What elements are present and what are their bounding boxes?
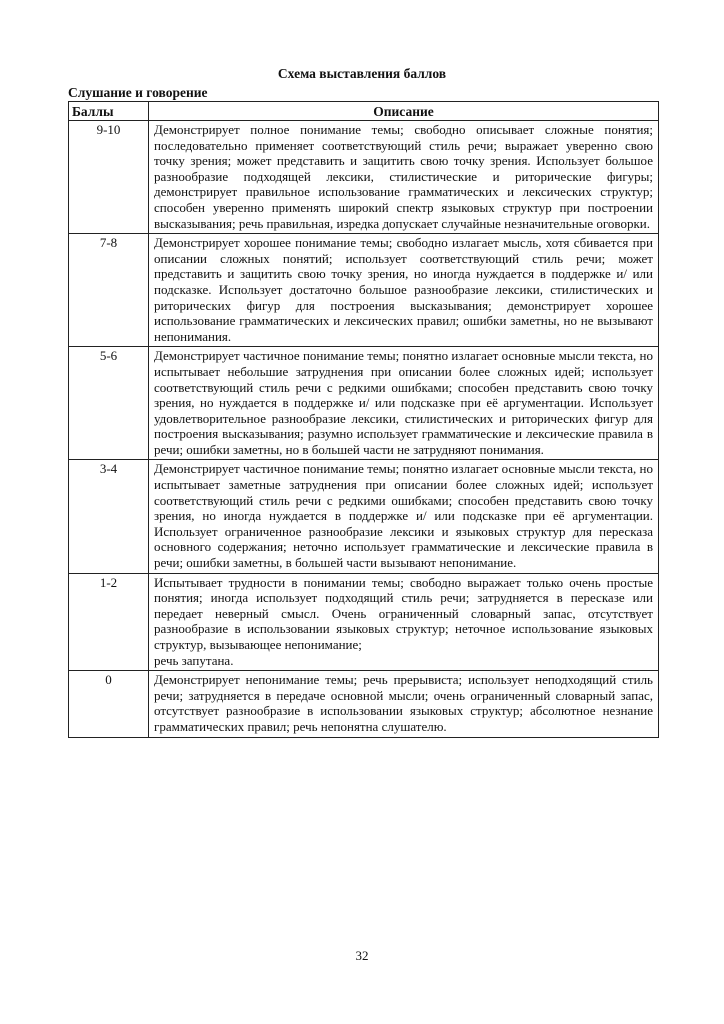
score-cell: 5-6 (69, 347, 149, 460)
score-column-header: Баллы (69, 102, 149, 121)
table-header-row (69, 102, 659, 121)
description-cell: Демонстрирует частичное понимание темы; понятно излагает основные мысли текста, но испытывает небольшие затруднения при описании более сложных идей; использует соответствующий стиль речи с редкими ошибками; способен представить свою точку зрения, но нуждается в поддержке и/ или подсказке при её аргументации. Использует удовлетворительное разнообразие лексики, стилистических и риторических фигур для построения высказывания; разумно использует грамматические и лексические правила в речи; ошибки заметны, но в большей части не затрудняют понимания. (149, 347, 659, 460)
table-row (69, 671, 659, 737)
description-text: Испытывает трудности в понимании темы; свободно выражает только очень простые понятия; иногда использует подходящий стиль речи; затрудняется в пересказе или передает неверный смысл. Очень ограниченный словарный запас, отсутствует разнообразие в использовании языковых структур; неточное использование языковых структур, вызывающее непонимание; (154, 574, 653, 652)
description-cell: Демонстрирует полное понимание темы; свободно описывает сложные понятия; последовательно применяет соответствующий стиль речи; выражает уверенно свою точку зрения; может представить и защитить свою точку зрения. Использует большое разнообразие подходящей лексики, стилистические и риторические фигуры; демонстрирует правильное использование грамматических и лексических структур; способен уверенно применять широкий спектр языковых структур при построении высказывания; речь правильная, изредка допускает случайные незначительные оговорки. (149, 121, 659, 234)
table-row (69, 347, 659, 460)
table-row (69, 121, 659, 234)
page-title: Схема выставления баллов (277, 66, 447, 81)
page-number: 32 (355, 948, 369, 963)
table-row (69, 234, 659, 347)
score-cell: 3-4 (69, 460, 149, 573)
description-column-header: Описание (149, 102, 659, 121)
scoring-table (68, 101, 659, 738)
section-title: Слушание и говорение (68, 85, 208, 100)
description-cell: Демонстрирует непонимание темы; речь прерывиста; использует неподходящий стиль речи; затрудняется в передаче основной мысли; очень ограниченный словарный запас, отсутствует разнообразие в использовании языковых структур; абсолютное незнание грамматических правил; речь непонятна слушателю. (149, 671, 659, 737)
description-cell: Демонстрирует частичное понимание темы; понятно излагает основные мысли текста, но испытывает заметные затруднения при описании более сложных идей; использует соответствующий стиль речи с редкими ошибками; способен представить свою точку зрения, но иногда нуждается в поддержке и/ или подсказке при её аргументации. Использует ограниченное разнообразие лексики и языковых структур для пересказа основного содержания; неточно использует грамматические и лексические правила в речи; ошибки заметны, в большей части вызывают непонимание. (149, 460, 659, 573)
score-cell: 1-2 (69, 573, 149, 671)
description-text-continued: речь запутана. (154, 652, 234, 668)
score-cell: 7-8 (69, 234, 149, 347)
table-row (69, 460, 659, 573)
score-cell: 9-10 (69, 121, 149, 234)
table-row (69, 573, 659, 671)
description-cell: Демонстрирует хорошее понимание темы; свободно излагает мысль, хотя сбивается при описании сложных понятий; использует соответствующий стиль речи; может представить и защитить свою точку зрения, но иногда нуждается в поддержке и/ или подсказке. Использует достаточно большое разнообразие лексики, стилистических и риторических фигур для построения высказывания; демонстрирует хорошее использование грамматических и лексических правил; ошибки заметны, но не вызывают непонимания. (149, 234, 659, 347)
description-cell (149, 573, 659, 671)
score-cell: 0 (69, 671, 149, 737)
